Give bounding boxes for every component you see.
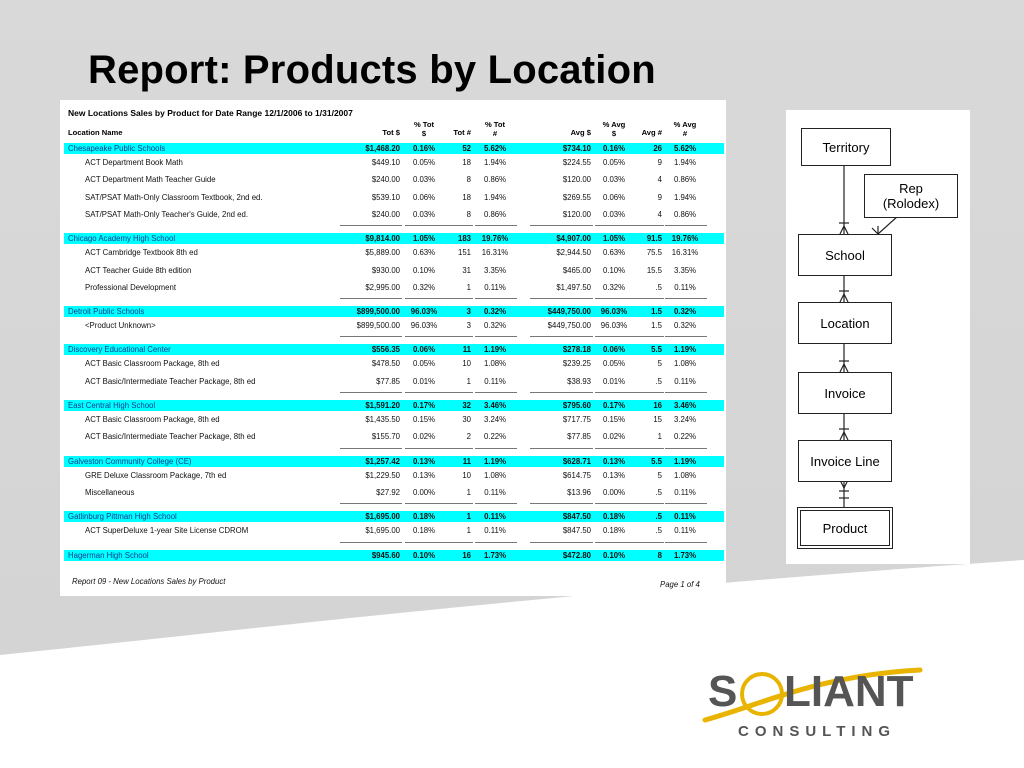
product-value-pct-tot-num: 0.22% bbox=[483, 432, 507, 442]
erd-entity-rep: Rep (Rolodex) bbox=[864, 174, 958, 218]
subtotal-separator bbox=[340, 298, 402, 299]
product-value-pct-tot-dollar: 0.05% bbox=[412, 359, 436, 369]
group-total-tot-dollar: $1,257.42 bbox=[365, 456, 400, 466]
product-value-pct-avg-num: 3.35% bbox=[673, 265, 697, 275]
product-value-avg-num: 75.5 bbox=[646, 248, 662, 258]
group-name: Chesapeake Public Schools bbox=[68, 144, 166, 153]
group-total-pct-avg-num: 3.46% bbox=[673, 401, 697, 410]
group-total-avg-num: 5.5 bbox=[651, 456, 662, 466]
subtotal-separator bbox=[445, 448, 473, 449]
group-total-pct-avg-dollar: 0.18% bbox=[602, 512, 626, 522]
erd-entity-invoice: Invoice bbox=[798, 372, 892, 414]
slide-title: Report: Products by Location bbox=[88, 48, 656, 92]
subtotal-separator bbox=[595, 336, 635, 337]
product-value-pct-avg-num: 1.94% bbox=[673, 158, 697, 167]
product-value-pct-avg-dollar: 0.32% bbox=[602, 282, 626, 292]
group-total-pct-avg-num: 5.62% bbox=[673, 144, 697, 153]
logo-tagline: CONSULTING bbox=[738, 723, 897, 740]
product-value-avg-num: .5 bbox=[655, 282, 662, 292]
product-value-pct-avg-num: 0.11% bbox=[674, 526, 696, 536]
group-total-avg-num: 26 bbox=[653, 144, 662, 153]
product-value-pct-tot-dollar: 96.03% bbox=[410, 321, 438, 331]
group-total-pct-avg-dollar: 0.10% bbox=[602, 550, 626, 560]
product-value-avg-dollar: $614.75 bbox=[562, 470, 591, 480]
subtotal-separator bbox=[665, 503, 707, 504]
logo-letters: LIANT bbox=[784, 667, 914, 716]
subtotal-separator bbox=[595, 503, 635, 504]
group-total-tot-num: 11 bbox=[462, 456, 471, 466]
subtotal-separator bbox=[632, 392, 664, 393]
erd-entity-school: School bbox=[798, 234, 892, 276]
product-value-pct-avg-dollar: 0.15% bbox=[602, 415, 626, 424]
subtotal-separator bbox=[665, 225, 707, 226]
product-value-pct-tot-num: 16.31% bbox=[481, 248, 509, 258]
product-value-pct-avg-num: 16.31% bbox=[671, 248, 699, 258]
erd-entity-location: Location bbox=[798, 302, 892, 344]
product-name: GRE Deluxe Classroom Package, 7th ed bbox=[85, 470, 227, 480]
product-value-tot-dollar: $1,229.50 bbox=[365, 470, 400, 480]
product-value-pct-tot-dollar: 0.13% bbox=[412, 470, 436, 480]
product-value-avg-num: 5 bbox=[657, 359, 662, 369]
product-value-pct-avg-num: 0.11% bbox=[674, 282, 696, 292]
product-name: ACT Cambridge Textbook 8th ed bbox=[85, 248, 198, 258]
product-value-pct-avg-num: 0.32% bbox=[673, 321, 697, 331]
subtotal-separator bbox=[530, 298, 593, 299]
subtotal-separator bbox=[405, 503, 445, 504]
product-value-pct-avg-dollar: 0.05% bbox=[602, 158, 626, 167]
product-name: ACT Basic/Intermediate Teacher Package, 8th ed bbox=[85, 376, 256, 386]
group-total-pct-tot-dollar: 0.16% bbox=[412, 144, 436, 153]
product-name: ACT SuperDeluxe 1-year Site License CDROM bbox=[85, 526, 249, 536]
group-total-pct-tot-dollar: 1.05% bbox=[412, 234, 436, 244]
product-value-avg-dollar: $449,750.00 bbox=[547, 321, 591, 331]
group-total-pct-avg-dollar: 0.13% bbox=[602, 456, 626, 466]
subtotal-separator bbox=[475, 392, 517, 393]
subtotal-separator bbox=[595, 225, 635, 226]
product-value-tot-num: 31 bbox=[462, 265, 471, 275]
group-total-pct-avg-num: 19.76% bbox=[671, 234, 699, 244]
product-value-tot-num: 8 bbox=[466, 209, 471, 219]
product-value-tot-num: 2 bbox=[466, 432, 471, 442]
subtotal-separator bbox=[475, 542, 517, 543]
group-total-tot-dollar: $1,591.20 bbox=[365, 401, 400, 410]
group-total-tot-dollar: $9,814.00 bbox=[365, 234, 400, 244]
product-value-avg-num: 9 bbox=[657, 158, 662, 167]
soliant-logo bbox=[700, 650, 960, 750]
product-value-avg-dollar: $120.00 bbox=[562, 209, 591, 219]
group-total-avg-num: .5 bbox=[655, 512, 662, 522]
product-value-avg-num: 1 bbox=[657, 432, 662, 442]
subtotal-separator bbox=[340, 336, 402, 337]
product-value-pct-tot-dollar: 0.05% bbox=[412, 158, 436, 167]
column-header-tot-num: Tot # bbox=[453, 128, 471, 137]
product-value-pct-avg-dollar: 0.63% bbox=[602, 248, 626, 258]
report-page bbox=[60, 100, 726, 596]
product-value-avg-dollar: $77.85 bbox=[567, 432, 591, 442]
group-total-avg-num: 1.5 bbox=[651, 307, 662, 317]
product-value-avg-dollar: $224.55 bbox=[562, 158, 591, 167]
product-value-tot-dollar: $2,995.00 bbox=[365, 282, 400, 292]
group-total-pct-tot-dollar: 0.06% bbox=[412, 345, 436, 355]
subtotal-separator bbox=[595, 542, 635, 543]
product-value-pct-avg-dollar: 0.01% bbox=[602, 376, 626, 386]
product-value-tot-num: 18 bbox=[462, 192, 471, 202]
product-value-pct-avg-num: 0.11% bbox=[674, 376, 696, 386]
product-value-avg-dollar: $717.75 bbox=[562, 415, 591, 424]
group-total-tot-dollar: $556.35 bbox=[371, 345, 400, 355]
product-value-pct-tot-dollar: 0.18% bbox=[412, 526, 436, 536]
product-value-avg-num: 4 bbox=[657, 175, 662, 185]
product-value-pct-tot-num: 1.08% bbox=[483, 470, 507, 480]
product-value-tot-dollar: $240.00 bbox=[371, 209, 400, 219]
group-total-pct-tot-dollar: 0.18% bbox=[412, 512, 436, 522]
subtotal-separator bbox=[632, 225, 664, 226]
product-value-tot-dollar: $899,500.00 bbox=[356, 321, 400, 331]
product-value-pct-avg-dollar: 0.03% bbox=[602, 209, 626, 219]
product-value-pct-avg-num: 1.94% bbox=[673, 192, 697, 202]
subtotal-separator bbox=[632, 336, 664, 337]
group-total-avg-num: 8 bbox=[657, 550, 662, 560]
subtotal-separator bbox=[632, 542, 664, 543]
subtotal-separator bbox=[632, 448, 664, 449]
product-value-pct-tot-num: 1.94% bbox=[483, 158, 507, 167]
group-total-avg-dollar: $847.50 bbox=[562, 512, 591, 522]
product-value-pct-avg-dollar: 0.03% bbox=[602, 175, 626, 185]
product-value-pct-avg-dollar: 0.05% bbox=[602, 359, 626, 369]
subtotal-separator bbox=[530, 225, 593, 226]
group-total-avg-num: 16 bbox=[653, 401, 662, 410]
product-value-pct-tot-num: 0.32% bbox=[483, 321, 507, 331]
product-value-tot-num: 10 bbox=[462, 470, 471, 480]
group-total-tot-num: 16 bbox=[462, 550, 471, 560]
product-value-pct-tot-num: 0.11% bbox=[484, 282, 506, 292]
product-value-avg-dollar: $847.50 bbox=[562, 526, 591, 536]
group-total-pct-tot-dollar: 0.10% bbox=[412, 550, 436, 560]
product-value-avg-dollar: $13.96 bbox=[567, 487, 591, 497]
product-value-avg-dollar: $38.93 bbox=[567, 376, 591, 386]
group-total-tot-dollar: $899,500.00 bbox=[356, 307, 400, 317]
product-value-tot-num: 1 bbox=[466, 376, 471, 386]
group-total-avg-dollar: $449,750.00 bbox=[547, 307, 591, 317]
group-total-pct-avg-num: 1.19% bbox=[673, 345, 697, 355]
product-value-avg-dollar: $1,497.50 bbox=[556, 282, 591, 292]
subtotal-separator bbox=[445, 503, 473, 504]
subtotal-separator bbox=[445, 392, 473, 393]
report-heading: New Locations Sales by Product for Date Range 12/1/2006 to 1/31/2007 bbox=[68, 108, 353, 118]
product-value-tot-dollar: $5,889.00 bbox=[365, 248, 400, 258]
product-name: ACT Teacher Guide 8th edition bbox=[85, 265, 192, 275]
product-value-tot-dollar: $1,435.50 bbox=[365, 415, 400, 424]
group-total-pct-tot-num: 1.19% bbox=[483, 456, 507, 466]
group-name: Gatlinburg Pittman High School bbox=[68, 512, 177, 522]
product-value-pct-tot-num: 1.94% bbox=[483, 192, 507, 202]
product-value-pct-avg-dollar: 96.03% bbox=[600, 321, 628, 331]
subtotal-separator bbox=[340, 392, 402, 393]
subtotal-separator bbox=[405, 298, 445, 299]
product-value-pct-tot-dollar: 0.01% bbox=[412, 376, 436, 386]
group-name: Galveston Community College (CE) bbox=[68, 456, 192, 466]
group-total-tot-num: 11 bbox=[462, 345, 471, 355]
product-value-pct-avg-num: 1.08% bbox=[673, 359, 697, 369]
product-value-pct-avg-dollar: 0.06% bbox=[602, 192, 626, 202]
subtotal-separator bbox=[340, 448, 402, 449]
column-header-avg-dollar: Avg $ bbox=[570, 128, 591, 137]
product-name: ACT Basic/Intermediate Teacher Package, 8th ed bbox=[85, 432, 256, 442]
product-value-avg-num: 15.5 bbox=[646, 265, 662, 275]
subtotal-separator bbox=[445, 225, 473, 226]
erd-entity-product: Product bbox=[800, 510, 890, 546]
column-header-pct-avg-dollar: % Avg $ bbox=[602, 120, 626, 138]
product-value-pct-tot-num: 1.08% bbox=[483, 359, 507, 369]
product-value-pct-tot-num: 0.11% bbox=[484, 487, 506, 497]
group-total-pct-avg-dollar: 0.06% bbox=[602, 345, 626, 355]
product-value-pct-tot-dollar: 0.06% bbox=[412, 192, 436, 202]
subtotal-separator bbox=[340, 503, 402, 504]
group-total-pct-avg-num: 0.11% bbox=[674, 512, 696, 522]
product-value-pct-tot-dollar: 0.02% bbox=[412, 432, 436, 442]
subtotal-separator bbox=[405, 336, 445, 337]
subtotal-separator bbox=[445, 542, 473, 543]
group-total-tot-num: 52 bbox=[462, 144, 471, 153]
subtotal-separator bbox=[595, 448, 635, 449]
subtotal-separator bbox=[445, 336, 473, 337]
group-total-pct-avg-num: 1.73% bbox=[673, 550, 697, 560]
group-total-pct-avg-dollar: 1.05% bbox=[602, 234, 626, 244]
product-value-avg-num: .5 bbox=[655, 526, 662, 536]
product-value-pct-avg-dollar: 0.18% bbox=[602, 526, 626, 536]
group-total-pct-avg-num: 1.19% bbox=[673, 456, 697, 466]
group-total-pct-avg-dollar: 0.17% bbox=[602, 401, 626, 410]
product-value-pct-tot-dollar: 0.00% bbox=[412, 487, 436, 497]
product-value-tot-dollar: $240.00 bbox=[371, 175, 400, 185]
subtotal-separator bbox=[475, 448, 517, 449]
subtotal-separator bbox=[665, 448, 707, 449]
product-value-avg-dollar: $239.25 bbox=[562, 359, 591, 369]
column-header-pct-avg-num: % Avg # bbox=[673, 120, 697, 138]
product-value-tot-dollar: $1,695.00 bbox=[365, 526, 400, 536]
subtotal-separator bbox=[665, 336, 707, 337]
product-value-pct-tot-num: 0.11% bbox=[484, 526, 506, 536]
group-name: East Central High School bbox=[68, 401, 156, 410]
product-value-pct-tot-dollar: 0.03% bbox=[412, 175, 436, 185]
subtotal-separator bbox=[475, 503, 517, 504]
group-total-pct-avg-dollar: 0.16% bbox=[602, 144, 626, 153]
column-header-pct-tot-dollar: % Tot $ bbox=[413, 120, 435, 138]
product-value-tot-num: 8 bbox=[466, 175, 471, 185]
group-total-avg-dollar: $795.60 bbox=[562, 401, 591, 410]
product-name: ACT Basic Classroom Package, 8th ed bbox=[85, 359, 220, 369]
product-value-pct-tot-dollar: 0.15% bbox=[412, 415, 436, 424]
product-name: SAT/PSAT Math-Only Teacher's Guide, 2nd ed. bbox=[85, 209, 248, 219]
product-value-tot-num: 30 bbox=[462, 415, 471, 424]
subtotal-separator bbox=[595, 392, 635, 393]
subtotal-separator bbox=[595, 298, 635, 299]
product-value-pct-tot-dollar: 0.10% bbox=[412, 265, 436, 275]
product-value-pct-tot-num: 3.24% bbox=[483, 415, 507, 424]
subtotal-separator bbox=[475, 298, 517, 299]
group-total-avg-dollar: $4,907.00 bbox=[556, 234, 591, 244]
product-value-tot-dollar: $155.70 bbox=[371, 432, 400, 442]
erd-entity-invoice-line: Invoice Line bbox=[798, 440, 892, 482]
product-value-avg-dollar: $120.00 bbox=[562, 175, 591, 185]
erd-entity-territory: Territory bbox=[801, 128, 891, 166]
product-value-avg-dollar: $269.55 bbox=[562, 192, 591, 202]
product-value-pct-avg-num: 0.86% bbox=[673, 175, 697, 185]
column-header-tot-dollar: Tot $ bbox=[382, 128, 400, 137]
product-name: SAT/PSAT Math-Only Classroom Textbook, 2nd ed. bbox=[85, 192, 263, 202]
product-value-pct-avg-dollar: 0.10% bbox=[602, 265, 626, 275]
product-value-tot-dollar: $539.10 bbox=[371, 192, 400, 202]
subtotal-separator bbox=[632, 503, 664, 504]
product-value-avg-dollar: $465.00 bbox=[562, 265, 591, 275]
column-header-location-name: Location Name bbox=[68, 128, 123, 137]
subtotal-separator bbox=[530, 336, 593, 337]
group-total-pct-tot-num: 0.32% bbox=[483, 307, 507, 317]
product-value-pct-tot-num: 0.86% bbox=[483, 175, 507, 185]
product-value-pct-avg-num: 0.22% bbox=[673, 432, 697, 442]
group-name: Discovery Educational Center bbox=[68, 345, 171, 355]
product-value-tot-dollar: $930.00 bbox=[371, 265, 400, 275]
subtotal-separator bbox=[530, 503, 593, 504]
group-name: Hagerman High School bbox=[68, 550, 149, 560]
column-header-avg-num: Avg # bbox=[641, 128, 662, 137]
product-value-pct-avg-dollar: 0.00% bbox=[602, 487, 626, 497]
group-total-pct-tot-dollar: 0.17% bbox=[412, 401, 436, 410]
subtotal-separator bbox=[632, 298, 664, 299]
product-value-pct-avg-num: 0.11% bbox=[674, 487, 696, 497]
product-value-tot-num: 1 bbox=[466, 526, 471, 536]
product-value-avg-num: 5 bbox=[657, 470, 662, 480]
group-total-avg-dollar: $278.18 bbox=[562, 345, 591, 355]
product-name: Miscellaneous bbox=[85, 487, 135, 497]
product-value-pct-avg-num: 3.24% bbox=[673, 415, 697, 424]
report-page-number: Page 1 of 4 bbox=[660, 580, 700, 589]
product-name: ACT Department Math Teacher Guide bbox=[85, 175, 216, 185]
product-value-pct-avg-dollar: 0.02% bbox=[602, 432, 626, 442]
group-total-tot-num: 183 bbox=[457, 234, 471, 244]
group-total-avg-dollar: $628.71 bbox=[562, 456, 591, 466]
product-value-tot-num: 1 bbox=[466, 282, 471, 292]
subtotal-separator bbox=[475, 225, 517, 226]
group-total-tot-num: 32 bbox=[462, 401, 471, 410]
subtotal-separator bbox=[665, 392, 707, 393]
group-total-tot-dollar: $1,468.20 bbox=[365, 144, 400, 153]
logo-letter-s: S bbox=[708, 667, 738, 716]
product-name: ACT Basic Classroom Package, 8th ed bbox=[85, 415, 220, 424]
subtotal-separator bbox=[340, 542, 402, 543]
group-total-pct-tot-num: 3.46% bbox=[483, 401, 507, 410]
subtotal-separator bbox=[665, 542, 707, 543]
product-value-tot-dollar: $478.50 bbox=[371, 359, 400, 369]
group-total-tot-num: 3 bbox=[466, 307, 471, 317]
group-total-pct-tot-dollar: 96.03% bbox=[410, 307, 438, 317]
product-value-avg-num: .5 bbox=[655, 376, 662, 386]
subtotal-separator bbox=[405, 392, 445, 393]
subtotal-separator bbox=[405, 225, 445, 226]
subtotal-separator bbox=[445, 298, 473, 299]
subtotal-separator bbox=[530, 392, 593, 393]
group-total-pct-avg-dollar: 96.03% bbox=[600, 307, 628, 317]
product-name: <Product Unknown> bbox=[85, 321, 156, 331]
product-name: ACT Department Book Math bbox=[85, 158, 183, 167]
product-value-pct-tot-num: 3.35% bbox=[483, 265, 507, 275]
product-value-pct-tot-dollar: 0.32% bbox=[412, 282, 436, 292]
product-value-pct-avg-dollar: 0.13% bbox=[602, 470, 626, 480]
product-value-tot-num: 3 bbox=[466, 321, 471, 331]
product-value-tot-num: 10 bbox=[462, 359, 471, 369]
product-value-pct-tot-dollar: 0.63% bbox=[412, 248, 436, 258]
group-total-tot-dollar: $1,695.00 bbox=[365, 512, 400, 522]
product-value-tot-num: 151 bbox=[457, 248, 471, 258]
product-value-avg-num: 4 bbox=[657, 209, 662, 219]
product-value-tot-dollar: $449.10 bbox=[371, 158, 400, 167]
group-name: Detroit Public Schools bbox=[68, 307, 145, 317]
product-value-pct-avg-num: 1.08% bbox=[673, 470, 697, 480]
group-total-pct-tot-num: 5.62% bbox=[483, 144, 507, 153]
column-header-pct-tot-num: % Tot # bbox=[484, 120, 506, 138]
group-total-avg-dollar: $734.10 bbox=[562, 144, 591, 153]
subtotal-separator bbox=[665, 298, 707, 299]
group-total-pct-tot-num: 1.19% bbox=[483, 345, 507, 355]
product-value-avg-dollar: $2,944.50 bbox=[556, 248, 591, 258]
group-name: Chicago Academy High School bbox=[68, 234, 176, 244]
subtotal-separator bbox=[530, 448, 593, 449]
group-total-tot-dollar: $945.60 bbox=[371, 550, 400, 560]
subtotal-separator bbox=[405, 542, 445, 543]
group-total-pct-avg-num: 0.32% bbox=[673, 307, 697, 317]
group-total-avg-num: 5.5 bbox=[651, 345, 662, 355]
product-value-pct-tot-num: 0.86% bbox=[483, 209, 507, 219]
subtotal-separator bbox=[475, 336, 517, 337]
group-total-pct-tot-dollar: 0.13% bbox=[412, 456, 436, 466]
product-value-tot-num: 18 bbox=[462, 158, 471, 167]
product-value-avg-num: 15 bbox=[653, 415, 662, 424]
product-value-pct-avg-num: 0.86% bbox=[673, 209, 697, 219]
product-value-tot-dollar: $77.85 bbox=[376, 376, 400, 386]
subtotal-separator bbox=[530, 542, 593, 543]
product-value-pct-tot-dollar: 0.03% bbox=[412, 209, 436, 219]
product-name: Professional Development bbox=[85, 282, 177, 292]
group-total-tot-num: 1 bbox=[466, 512, 471, 522]
product-value-tot-dollar: $27.92 bbox=[376, 487, 400, 497]
product-value-avg-num: .5 bbox=[655, 487, 662, 497]
product-value-avg-num: 9 bbox=[657, 192, 662, 202]
group-total-pct-tot-num: 0.11% bbox=[484, 512, 506, 522]
group-total-avg-dollar: $472.80 bbox=[562, 550, 591, 560]
group-total-pct-tot-num: 19.76% bbox=[481, 234, 509, 244]
group-total-pct-tot-num: 1.73% bbox=[483, 550, 507, 560]
product-value-tot-num: 1 bbox=[466, 487, 471, 497]
entity-relationship-diagram bbox=[786, 110, 970, 564]
report-footer-title: Report 09 - New Locations Sales by Product bbox=[72, 577, 226, 586]
subtotal-separator bbox=[405, 448, 445, 449]
subtotal-separator bbox=[340, 225, 402, 226]
product-value-pct-tot-num: 0.11% bbox=[484, 376, 506, 386]
group-total-avg-num: 91.5 bbox=[646, 234, 662, 244]
product-value-avg-num: 1.5 bbox=[651, 321, 662, 331]
